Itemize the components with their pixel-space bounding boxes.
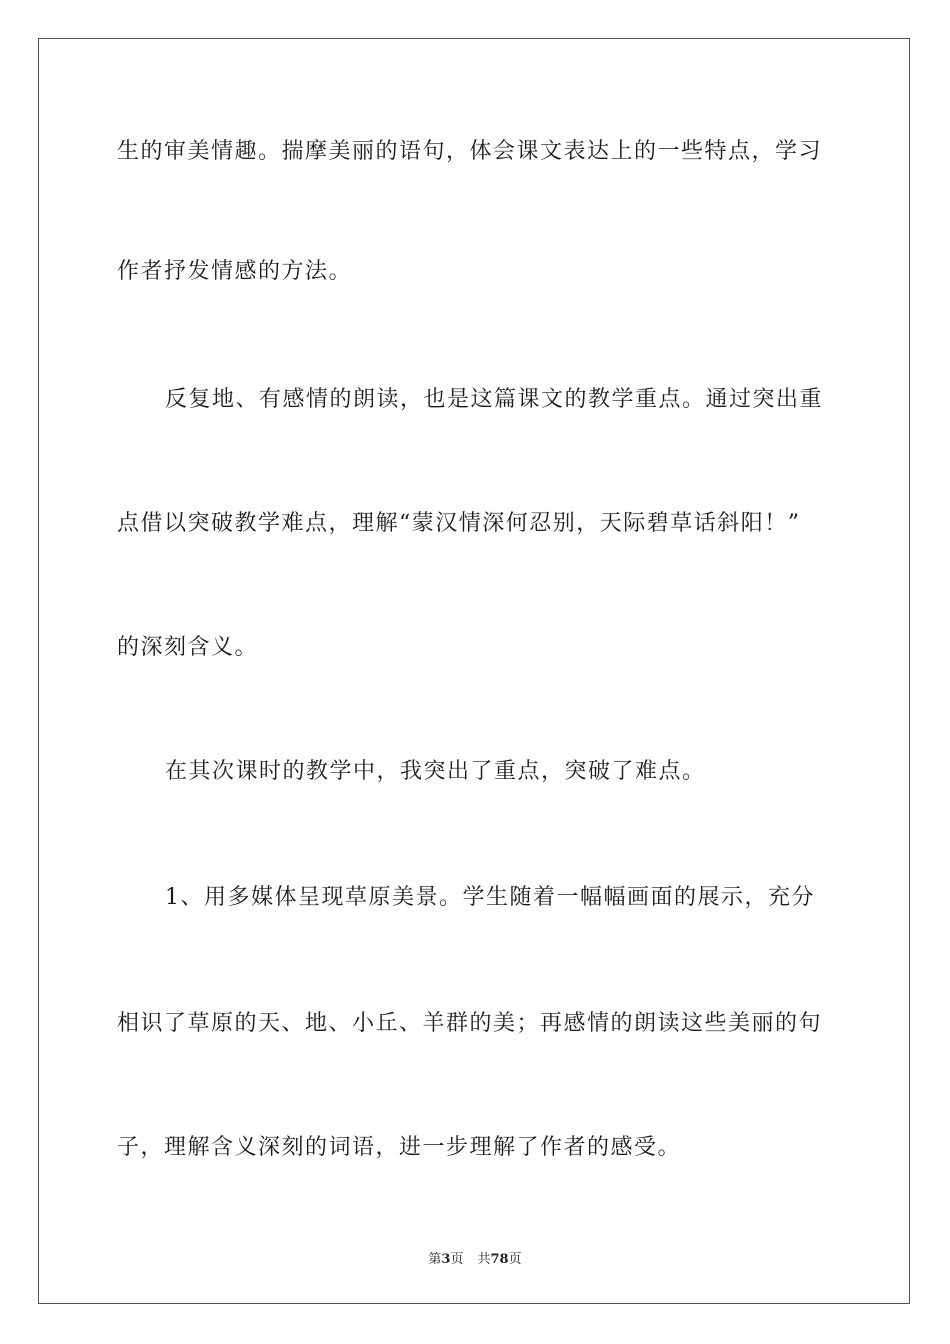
page-total: 78	[490, 1252, 509, 1267]
page-prefix: 第	[428, 1252, 442, 1267]
paragraph-line: 1、用多媒体呈现草原美景。学生随着一幅幅画面的展示，充分	[165, 885, 815, 910]
paragraph-line: 反复地、有感情的朗读，也是这篇课文的教学重点。通过突出重	[165, 387, 824, 412]
paragraph-line: 作者抒发情感的方法。	[117, 259, 353, 284]
page-current: 3	[441, 1252, 451, 1267]
paragraph-line: 相识了草原的天、地、小丘、羊群的美；再感情的朗读这些美丽的句	[117, 1011, 823, 1036]
paragraph-line: 点借以突破教学难点，理解“蒙汉情深何忍别，天际碧草话斜阳！”	[117, 511, 801, 536]
total-suffix: 页	[508, 1252, 522, 1267]
page-footer	[0, 1248, 950, 1267]
paragraph-line: 的深刻含义。	[117, 635, 259, 660]
page-border	[38, 38, 910, 1304]
paragraph-line: 生的审美情趣。揣摩美丽的语句，体会课文表达上的一些特点，学习	[117, 139, 823, 164]
paragraph-line: 子，理解含义深刻的词语，进一步理解了作者的感受。	[117, 1135, 682, 1160]
paragraph-line: 在其次课时的教学中，我突出了重点，突破了难点。	[165, 759, 706, 784]
total-prefix: 共	[477, 1252, 491, 1267]
page-suffix: 页	[450, 1252, 464, 1267]
